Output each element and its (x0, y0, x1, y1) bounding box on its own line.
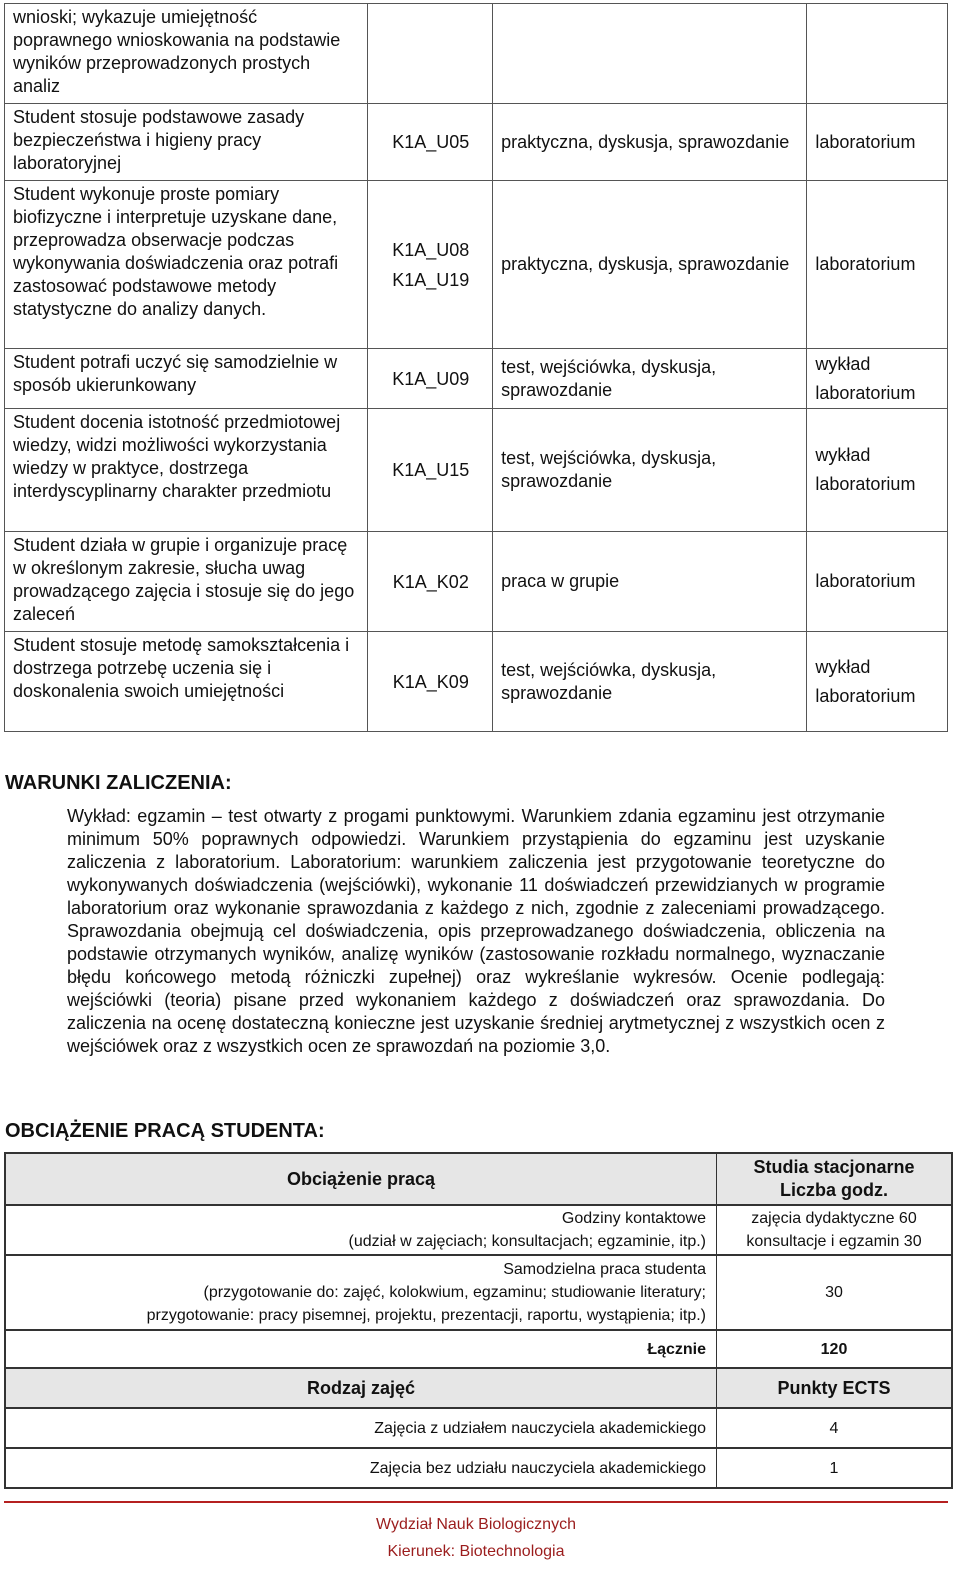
class-types (807, 4, 948, 104)
self-study-note: (przygotowanie do: zajęć, kolokwium, egzaminu; studiowanie literatury; (203, 1284, 706, 1301)
footer-faculty: Wydział Nauk Biologicznych (376, 1516, 576, 1533)
assessment-forms: praktyczna, dyskusja, sprawozdanie (493, 104, 807, 181)
table-row (5, 532, 948, 632)
table-row (5, 632, 948, 732)
class-type: laboratorium (815, 131, 916, 152)
outcome-code: K1A_U08 (392, 239, 470, 260)
outcome-code: K1A_U19 (392, 269, 470, 290)
self-study-label (4, 1256, 717, 1331)
with-teacher-value: 4 (717, 1409, 953, 1449)
assessment-forms: test, wejściówka, dyskusja, sprawozdanie (493, 632, 807, 732)
with-teacher-label: Zajęcia z udziałem nauczyciela akademickiego (4, 1409, 717, 1449)
outcome-description: Student docenia istotność przedmiotowej wiedzy, widzi możliwości wykorzystania wiedzy w praktyce, dostrzega interdyscyplinarny charakter przedmiotu (5, 409, 368, 532)
outcome-code: K1A_K09 (392, 671, 469, 692)
outcome-codes (367, 632, 493, 732)
conditions-text: Wykład: egzamin – test otwarty z progami punktowymi. Warunkiem zdania egzaminu jest otrzymanie minimum 50% poprawnych odpowiedzi. Warunkiem przystąpienia do egzaminu jest uzyskanie zaliczenia z laboratorium. Laboratorium: warunkiem zaliczenia jest przygotowanie teoretyczne do wykonywanych doświadczenia (wejściówki), wykonanie 11 doświadczeń przewidzianych w programie laboratorium oraz wykonanie sprawozdania z każdego z nich, zgodnie z zaleceniami prowadzącego. Sprawozdania obejmują cel doświadczenia, opis przeprowadzanego doświadczenia, obliczenia na podstawie otrzymanych wyników, analizę wyników (zastosowanie rozkładu normalnego, wyznaczanie błędu końcowego metodą różniczki zupełnej) oraz wykreślanie wykresów. Ocenie podlegają: wejściówki (teoria) pisane przed wykonaniem każdego z doświadczeń oraz sprawozdania. Do zaliczenia na ocenę dostateczną konieczne jest uzyskanie średniej arytmetycznej z wszystkich ocen z wejściówek oraz z wszystkich ocen ze sprawozdań na poziomie 3,0. (67, 806, 885, 1056)
class-type: wykład (815, 656, 871, 677)
didactic-hours: zajęcia dydaktyczne 60 (751, 1210, 917, 1227)
assessment-forms: praktyczna, dyskusja, sprawozdanie (493, 181, 807, 349)
study-mode-header (717, 1152, 953, 1206)
total-label: Łącznie (4, 1331, 717, 1369)
class-types (807, 532, 948, 632)
self-study-note: przygotowanie: pracy pisemnej, projektu, prezentacji, raportu, wystąpienia; itp.) (146, 1307, 706, 1324)
class-types (807, 632, 948, 732)
assessment-forms: test, wejściówka, dyskusja, sprawozdanie (493, 409, 807, 532)
outcome-code: K1A_U15 (392, 460, 470, 480)
class-type: wykład (815, 445, 871, 465)
class-types (807, 104, 948, 181)
table-row (4, 1152, 953, 1206)
hours-label: Liczba godz. (780, 1180, 888, 1200)
ects-header: Punkty ECTS (717, 1369, 953, 1409)
class-type: laboratorium (815, 571, 916, 591)
outcome-description: Student stosuje podstawowe zasady bezpieczeństwa i higieny pracy laboratoryjnej (5, 104, 368, 181)
table-row (5, 104, 948, 181)
class-types (807, 409, 948, 532)
assessment-forms: test, wejściówka, dyskusja, sprawozdanie (493, 349, 807, 409)
footer-program: Kierunek: Biotechnologia (387, 1543, 565, 1560)
outcome-codes (367, 104, 493, 181)
class-types (807, 349, 948, 409)
workload-column-header: Obciążenie pracą (4, 1152, 717, 1206)
class-type: laboratorium (815, 685, 916, 706)
outcome-code: K1A_U05 (392, 132, 470, 152)
table-row (4, 1409, 953, 1449)
class-type: laboratorium (815, 254, 916, 274)
without-teacher-value: 1 (717, 1449, 953, 1489)
table-row (4, 1449, 953, 1489)
outcome-description: Student wykonuje proste pomiary biofizyczne i interpretuje uzyskane dane, przeprowadza obserwacje podczas wykonywania doświadczenia oraz potrafi zastosować podstawowe metody statystyczne do analizy danych. (5, 181, 368, 349)
contact-hours-note: (udział w zajęciach; konsultacjach; egzaminie, itp.) (348, 1233, 706, 1250)
self-study-title: Samodzielna praca studenta (503, 1261, 706, 1278)
class-types (807, 181, 948, 349)
table-row (4, 1331, 953, 1369)
outcome-codes (367, 349, 493, 409)
table-row (5, 349, 948, 409)
table-row (4, 1206, 953, 1256)
consultation-hours: konsultacje i egzamin 30 (746, 1233, 922, 1250)
class-type-header: Rodzaj zajęć (4, 1369, 717, 1409)
table-row (5, 409, 948, 532)
total-value: 120 (717, 1331, 953, 1369)
table-row (4, 1256, 953, 1331)
contact-hours-value (717, 1206, 953, 1256)
outcome-description: Student stosuje metodę samokształcenia i dostrzega potrzebę uczenia się i doskonalenia swoich umiejętności (5, 632, 368, 732)
outcome-description: Student potrafi uczyć się samodzielnie w sposób ukierunkowany (5, 349, 368, 409)
assessment-forms (493, 4, 807, 104)
study-mode-label: Studia stacjonarne (753, 1157, 915, 1177)
outcome-codes (367, 532, 493, 632)
conditions-heading: WARUNKI ZALICZENIA: (5, 772, 232, 794)
class-type: wykład (815, 353, 871, 374)
class-type: laboratorium (815, 382, 916, 403)
table-row (5, 4, 948, 104)
table-row (4, 1369, 953, 1409)
outcome-codes (367, 409, 493, 532)
outcome-codes (367, 181, 493, 349)
outcome-description: wnioski; wykazuje umiejętność poprawnego wnioskowania na podstawie wyników przeprowadzonych prostych analiz (5, 4, 368, 104)
outcome-codes (367, 4, 493, 104)
contact-hours-title: Godziny kontaktowe (561, 1210, 706, 1227)
outcome-code: K1A_K02 (392, 571, 469, 592)
workload-table (4, 1152, 953, 1489)
table-row (5, 181, 948, 349)
workload-heading: OBCIĄŻENIE PRACĄ STUDENTA: (5, 1120, 325, 1142)
learning-outcomes-table (4, 3, 948, 732)
contact-hours-label (4, 1206, 717, 1256)
footer-divider (4, 1501, 948, 1503)
class-type: laboratorium (815, 474, 916, 494)
outcome-description: Student działa w grupie i organizuje pracę w określonym zakresie, słucha uwag prowadzącego zajęcia i stosuje się do jego zaleceń (5, 532, 368, 632)
outcome-code: K1A_U09 (392, 368, 470, 389)
without-teacher-label: Zajęcia bez udziału nauczyciela akademickiego (4, 1449, 717, 1489)
assessment-forms: praca w grupie (493, 532, 807, 632)
self-study-value: 30 (717, 1256, 953, 1331)
